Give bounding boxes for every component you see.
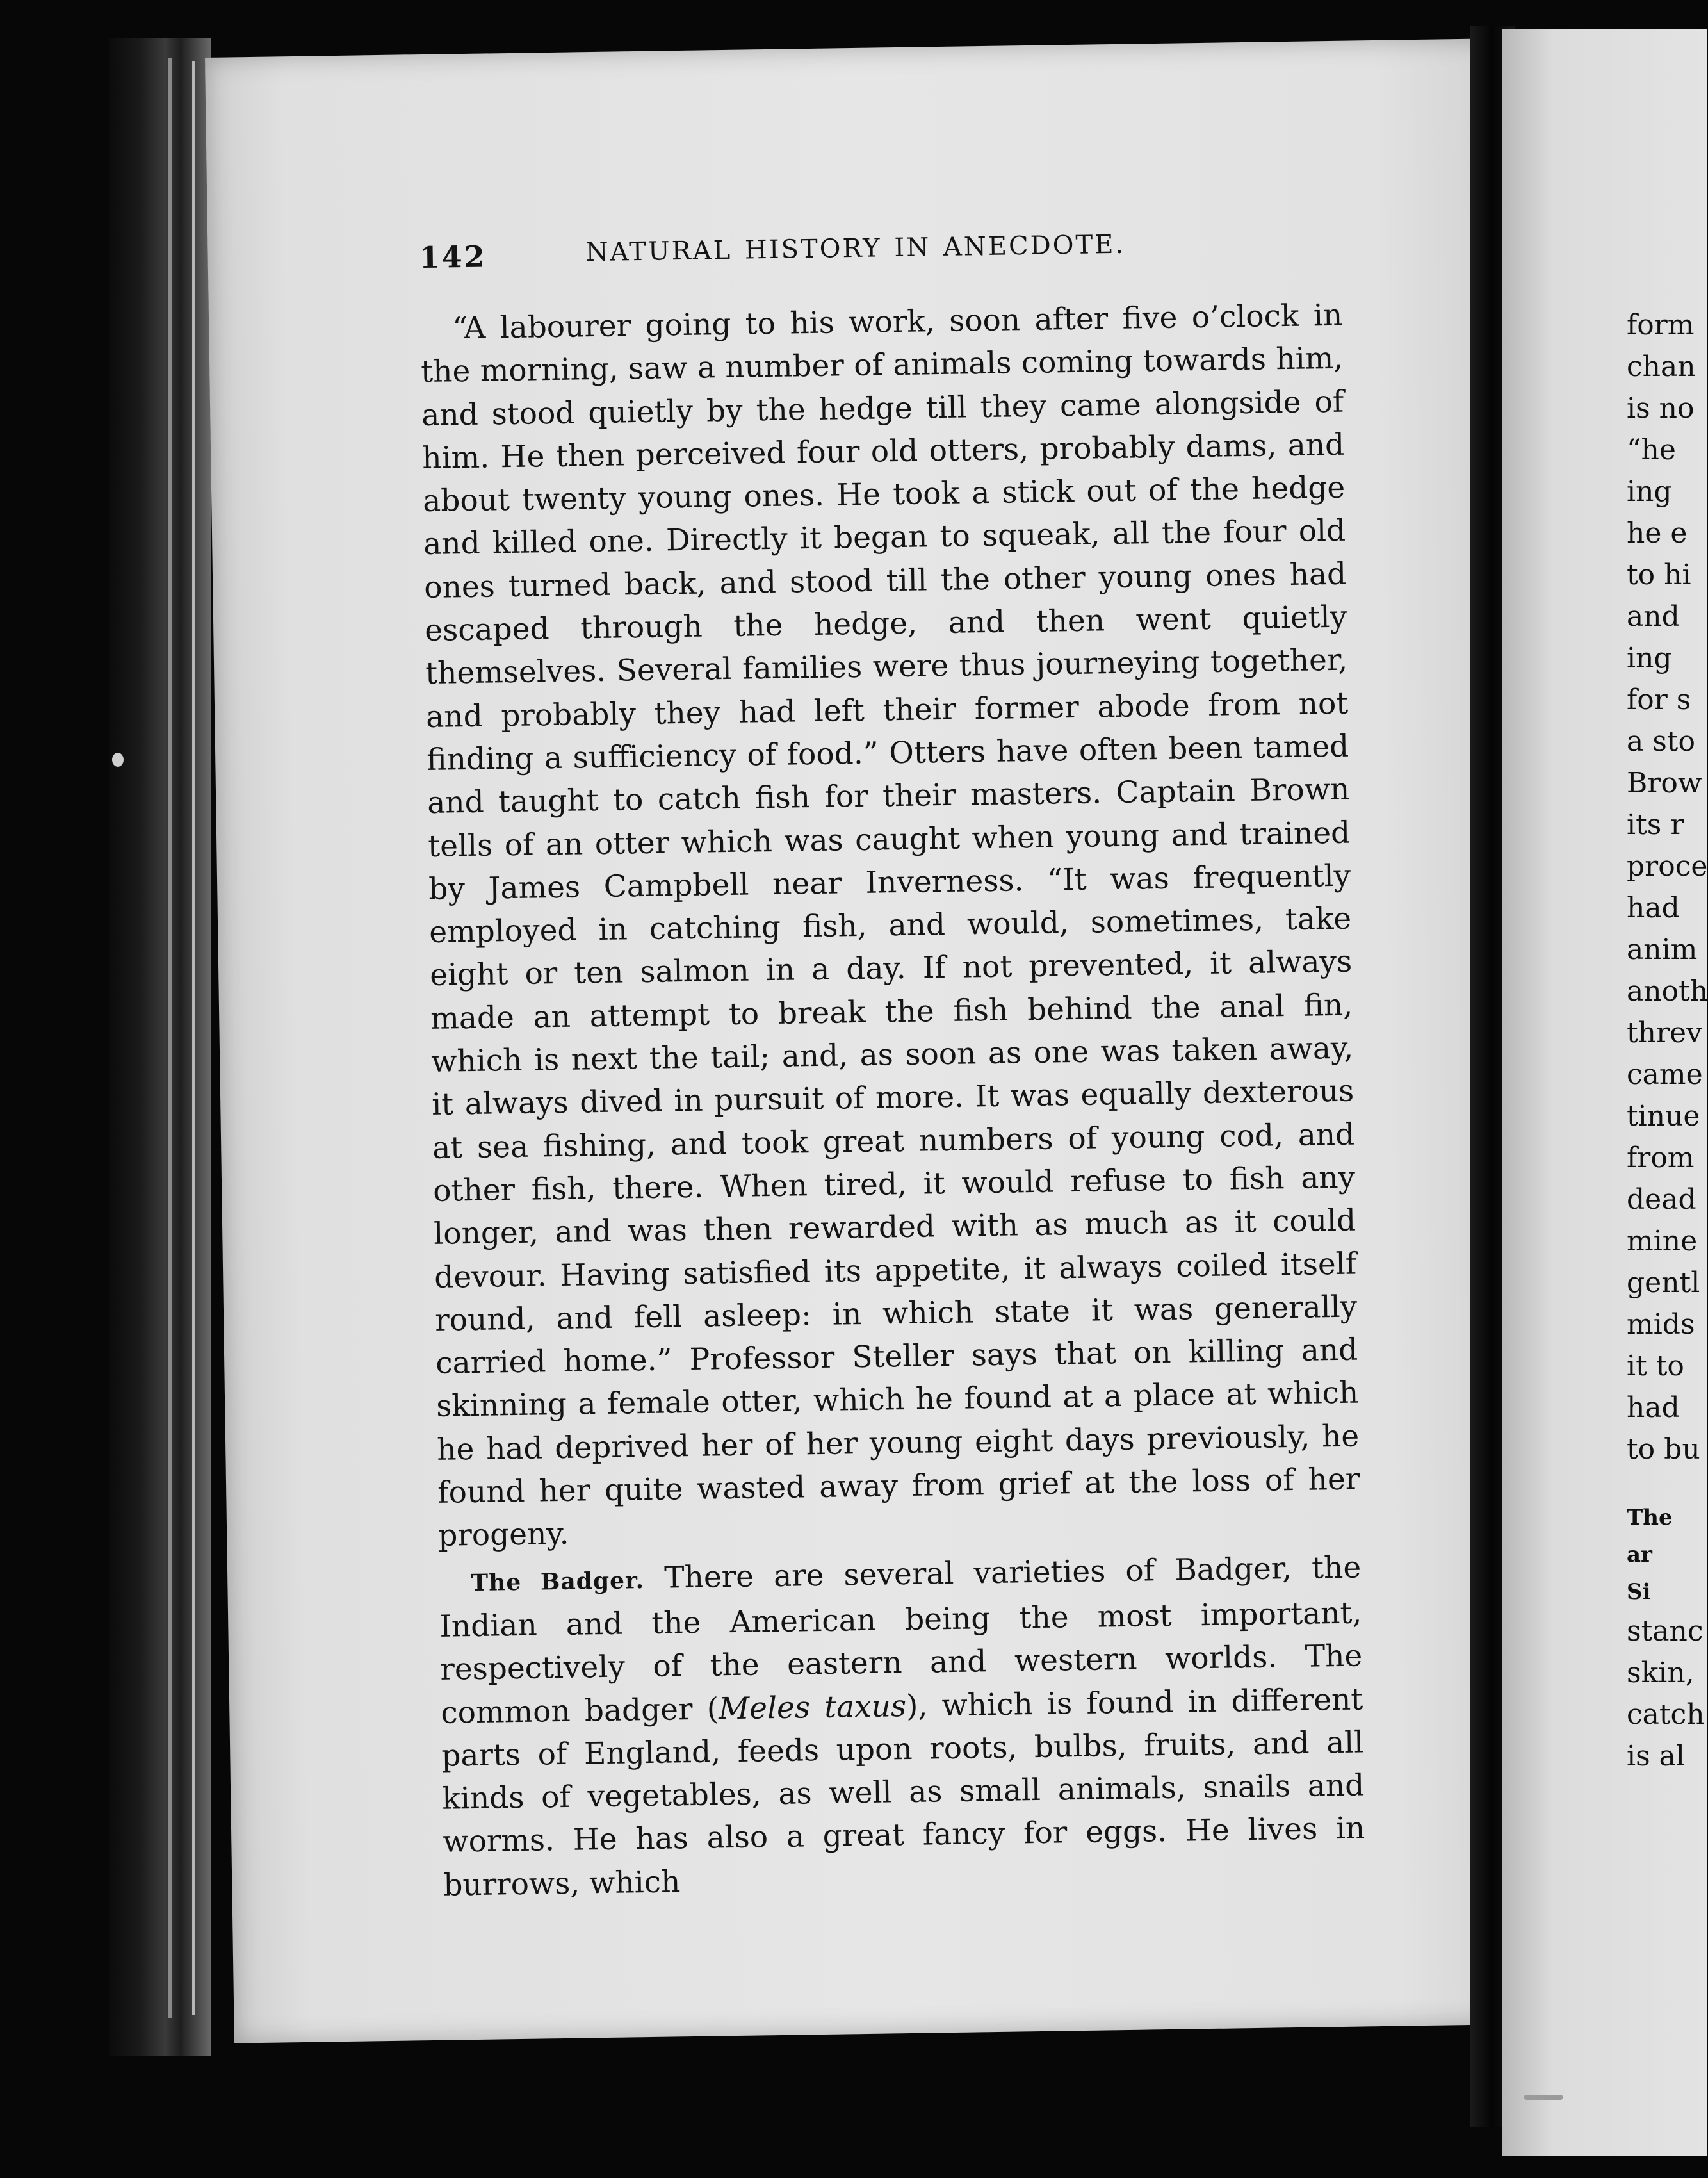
right-page-line: anoth	[1627, 975, 1708, 1008]
body-text	[420, 294, 1366, 1907]
badger-sidehead: The Badger.	[471, 1566, 645, 1596]
book-binding-edge	[109, 38, 211, 2056]
running-head	[419, 227, 1316, 285]
dust-speck	[112, 753, 124, 767]
right-page-line: to bu	[1627, 1433, 1700, 1466]
badger-scientific-name: Meles taxus	[718, 1688, 907, 1726]
right-page-line: is al	[1627, 1740, 1685, 1773]
badger-paragraph	[439, 1546, 1366, 1907]
otter-paragraph: “A labourer going to his work, soon after five o’clock in the morning, saw a number of animals coming towards him, and stood quietly by the hedge till they came alongside of him. He then perceived four old otters, probably dams, and about twenty young ones. He took a stick out of the hedge and killed one. Directly it began to squeak, all the four old ones turned back, and stood till the other young ones had escaped through the hedge, and then went quietly themselves. Several families were thus journeying together, and probably they had left their former abode from not finding a sufficiency of food.” Otters have often been tamed and taught to catch fish for their masters. Captain Brown tells of an otter which was caught when young and trained by James Campbell near Inverness. “It was frequently employed in catching fish, and would, sometimes, take eight or ten salmon in a day. If not prevented, it always made an attempt to break the fish behind the anal fin, which is next the tail; and, as soon as one was taken away, it always dived in pursuit of more. It was equally dexterous at sea fishing, and took great numbers of young cod, and other fish, there. When tired, it would refuse to fish any longer, and was then rewarded with as much as it could devour. Having satisfied its appetite, it always coiled itself round, and fell asleep: in which state it was generally carried home.” Professor Steller says that on killing and skinning a female otter, which he found at a place at which he had deprived her of her young eight days previously, he found her quite wasted away from grief at the loss of her progeny.	[420, 297, 1360, 1554]
right-page-line: Brow	[1627, 767, 1702, 799]
right-page-line: came	[1627, 1058, 1703, 1091]
right-page-line: dead	[1627, 1183, 1696, 1216]
right-page-line: he e	[1627, 517, 1688, 550]
right-page-line: stanc	[1627, 1615, 1704, 1648]
right-page-line: a sto	[1627, 725, 1695, 758]
left-page-text-block	[416, 41, 1365, 1903]
right-page-line: its r	[1627, 808, 1684, 841]
right-page-line: mine	[1627, 1225, 1698, 1257]
right-page-line: ing	[1627, 475, 1672, 508]
right-page-line: catch	[1627, 1698, 1705, 1731]
right-page-line: is no	[1627, 392, 1695, 425]
right-page-line: The	[1627, 1505, 1673, 1530]
right-page-spacer	[1627, 1470, 1708, 1499]
right-page-line: form	[1627, 309, 1695, 341]
right-page-line: ar	[1627, 1542, 1652, 1568]
right-page-line: gentl	[1627, 1266, 1700, 1299]
right-page-line: anim	[1627, 933, 1698, 966]
right-page-line: proce	[1627, 850, 1708, 883]
right-page-line: ing	[1627, 642, 1672, 675]
page-stack-edge	[192, 61, 195, 2015]
left-page	[205, 38, 1531, 2043]
right-page-line: skin,	[1627, 1657, 1695, 1689]
right-page-line: had	[1627, 1391, 1680, 1424]
right-page-fragment	[1502, 29, 1707, 2156]
running-title: NATURAL HISTORY IN ANECDOTE.	[585, 229, 1126, 268]
right-page-line: for s	[1627, 684, 1691, 716]
badger-text-b: ), which is found in different parts of England, feeds upon roots, bulbs, fruits, and all kinds of vegetables, as well as small animals, snails and worms. He has also a great fancy for eggs. He lives in burrows, which	[441, 1681, 1365, 1903]
badger-text-a: There are several varieties of Badger, the Indian and the American being the most important, respectively of the eastern and western worlds. The common badger (	[439, 1550, 1363, 1731]
dust-speck	[1524, 2095, 1563, 2100]
right-page-line: threv	[1627, 1017, 1702, 1049]
right-page-line-list	[1627, 304, 1708, 1777]
right-page-line: “he	[1627, 434, 1676, 466]
page-number: 142	[419, 239, 487, 275]
right-page-line: chan	[1627, 350, 1696, 383]
right-page-line: Si	[1627, 1579, 1651, 1605]
page-stack-edge	[168, 58, 172, 2018]
right-page-line: and	[1627, 600, 1680, 633]
right-page-line: from	[1627, 1142, 1695, 1174]
right-page-line: tinue	[1627, 1100, 1700, 1133]
right-page-line: mids	[1627, 1308, 1695, 1341]
right-page-line: to hi	[1627, 559, 1691, 591]
right-page-line: had	[1627, 892, 1680, 924]
right-page-line: it to	[1627, 1350, 1684, 1382]
